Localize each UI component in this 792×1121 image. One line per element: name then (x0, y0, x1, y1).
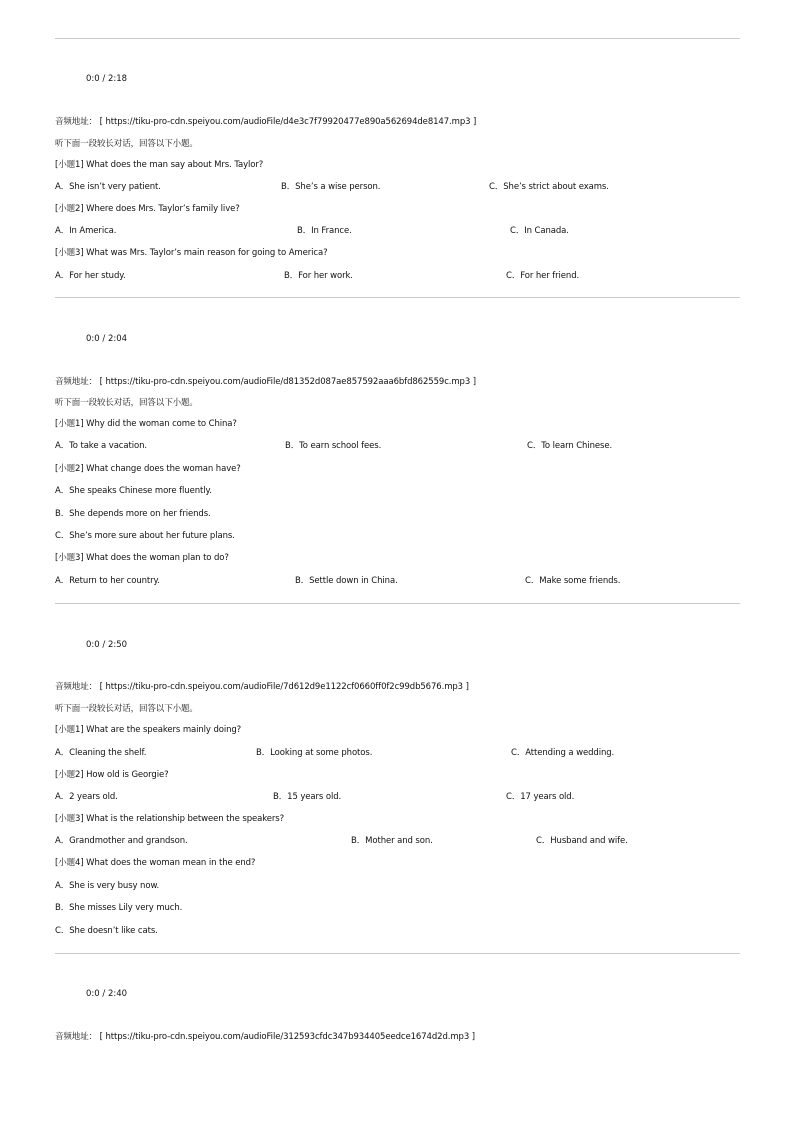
option-c: C．Attending a wedding. (511, 748, 615, 758)
option-b: B．She misses Lily very much. (55, 903, 183, 913)
question: [小题1] What are the speakers mainly doing? (55, 725, 242, 735)
audio-label: 音频地址： (55, 682, 98, 692)
audio-url-link[interactable]: [ https://tiku-pro-cdn.speiyou.com/audioFile/312593cfdc347b934405eedce1674d2d.mp3 ] (99, 1032, 475, 1042)
audio-address (55, 117, 476, 128)
question: [小题3] What was Mrs. Taylor’s main reason for going to America? (55, 248, 328, 258)
divider (55, 297, 740, 298)
option-b: B．To earn school fees. (285, 441, 382, 451)
audio-address (55, 377, 476, 388)
option-b: B．She depends more on her friends. (55, 509, 211, 519)
instruction: 听下面一段较长对话，回答以下小题。 (55, 139, 198, 149)
question: [小题3] What is the relationship between the speakers? (55, 814, 285, 824)
audio-time: 0:0 / 2:50 (86, 640, 128, 650)
option-c: C．In Canada. (510, 226, 569, 236)
option-a: A．She speaks Chinese more fluently. (55, 486, 212, 496)
option-a: A．In America. (55, 226, 117, 236)
question: [小题2] What change does the woman have? (55, 464, 241, 474)
option-b: B．Looking at some photos. (256, 748, 373, 758)
option-c: C．To learn Chinese. (527, 441, 613, 451)
option-c: C．She doesn’t like cats. (55, 926, 158, 936)
audio-time: 0:0 / 2:04 (86, 334, 128, 344)
divider (55, 953, 740, 954)
question: [小题1] Why did the woman come to China? (55, 419, 237, 429)
audio-url-link[interactable]: [ https://tiku-pro-cdn.speiyou.com/audioFile/d4e3c7f79920477e890a562694de8147.mp3 ] (99, 117, 477, 127)
option-b: B．Settle down in China. (295, 576, 398, 586)
option-c: C．Husband and wife. (536, 836, 628, 846)
option-a: A．For her study. (55, 271, 126, 281)
option-c: C．17 years old. (506, 792, 575, 802)
option-a: A．Grandmother and grandson. (55, 836, 188, 846)
instruction: 听下面一段较长对话，回答以下小题。 (55, 704, 198, 714)
option-a: A．2 years old. (55, 792, 118, 802)
audio-label: 音频地址： (55, 377, 98, 387)
option-c: C．She’s more sure about her future plans. (55, 531, 235, 541)
option-b: B．15 years old. (273, 792, 342, 802)
divider (55, 603, 740, 604)
option-b: B．Mother and son. (351, 836, 433, 846)
option-c: C．For her friend. (506, 271, 580, 281)
question: [小题3] What does the woman plan to do? (55, 553, 229, 563)
option-b: B．For her work. (284, 271, 353, 281)
audio-url-link[interactable]: [ https://tiku-pro-cdn.speiyou.com/audioFile/7d612d9e1122cf0660ff0f2c99db5676.mp3 ] (99, 682, 469, 692)
question: [小题4] What does the woman mean in the end? (55, 858, 256, 868)
option-c: C．She’s strict about exams. (489, 182, 609, 192)
option-a: A．Cleaning the shelf. (55, 748, 147, 758)
audio-url-link[interactable]: [ https://tiku-pro-cdn.speiyou.com/audioFile/d81352d087ae857592aaa6bfd862559c.mp3 ] (99, 377, 476, 387)
audio-time: 0:0 / 2:40 (86, 989, 128, 999)
question: [小题1] What does the man say about Mrs. Taylor? (55, 160, 264, 170)
audio-address (55, 682, 469, 693)
audio-address (55, 1032, 475, 1043)
option-a: A．She is very busy now. (55, 881, 160, 891)
instruction: 听下面一段较长对话，回答以下小题。 (55, 398, 198, 408)
audio-time: 0:0 / 2:18 (86, 74, 128, 84)
audio-label: 音频地址： (55, 1032, 98, 1042)
question: [小题2] How old is Georgie? (55, 770, 169, 780)
option-b: B．In France. (297, 226, 352, 236)
question: [小题2] Where does Mrs. Taylor’s family live? (55, 204, 240, 214)
option-a: A．To take a vacation. (55, 441, 147, 451)
option-a: A．She isn’t very patient. (55, 182, 161, 192)
audio-label: 音频地址： (55, 117, 98, 127)
option-b: B．She’s a wise person. (281, 182, 381, 192)
divider (55, 38, 740, 39)
option-c: C．Make some friends. (525, 576, 621, 586)
option-a: A．Return to her country. (55, 576, 160, 586)
